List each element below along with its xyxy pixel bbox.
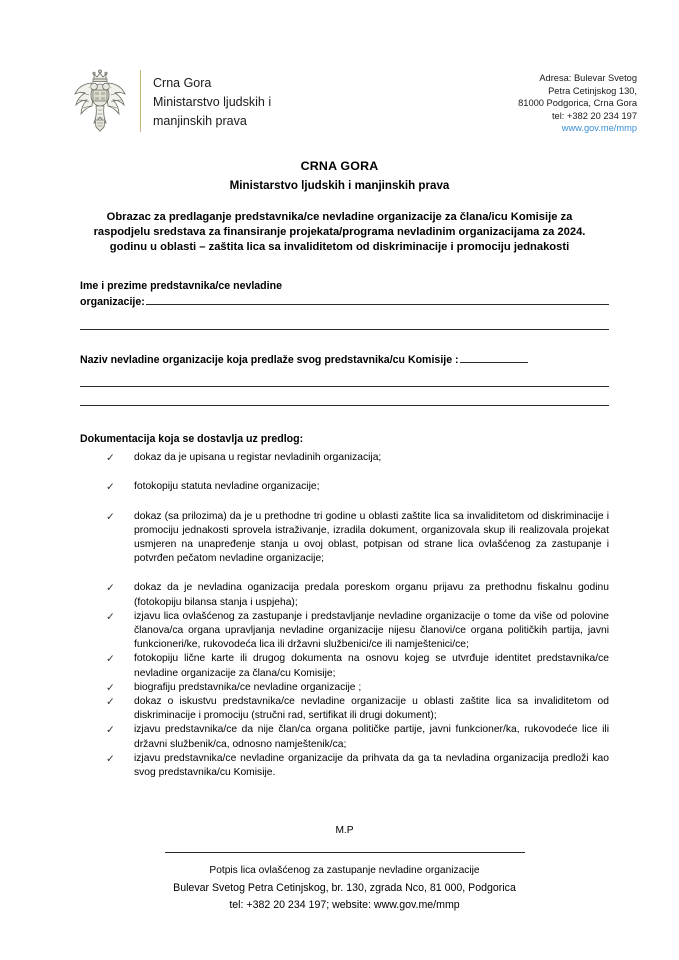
check-mark-icon: ✓ bbox=[106, 752, 115, 765]
ministry-branding bbox=[72, 68, 271, 136]
organization-name-input[interactable] bbox=[460, 352, 528, 363]
list-item-text: dokaz (sa prilozima) da je u prethodne tri godine u oblasti zaštite lica sa invaliditetom od diskriminacije i promociju jednakosti sprovela istraživanje, izradila dokument, organizovala skup ili realizovala projekat usmjeren na unapređenje stanja u ovoj oblast, potpisan od strane lica ovlašćenog za zastupanje i potvrđen pečatom nevladine organizacije; bbox=[134, 510, 609, 565]
ministry-address-block bbox=[518, 68, 637, 135]
letterhead bbox=[0, 0, 679, 136]
list-item-text: fotokopiju statuta nevladine organizacije; bbox=[134, 481, 320, 493]
field-label-organization: Naziv nevladine organizacije koja predlaže svog predstavnika/cu Komisije : bbox=[80, 353, 459, 366]
list-item-text: izjavu predstavnika/ce nevladine organizacije da prihvata da ga ta nevladina organizacija predloži kao svog predstavnika/cu Komisije. bbox=[134, 752, 609, 778]
address-line-3: 81000 Podgorica, Crna Gora bbox=[518, 98, 637, 109]
title-country: CRNA GORA bbox=[300, 159, 379, 173]
brand-line-ministry-2: manjinskih prava bbox=[153, 114, 247, 128]
page-title: Obrazac za predlaganje predstavnika/ce nevladine organizacije za člana/icu Komisije za raspodjelu sredstava za finansiranje projekata/programa nevladinim organizacijama za 2024. godinu u oblasti – zaštita lica sa invaliditetom od diskriminacije i promociju jednakosti bbox=[93, 211, 586, 254]
list-item-text: dokaz o iskustvu predstavnika/ce nevladine organizacije u oblasti zaštite lica sa invaliditetom od diskriminacije i promociju (stručni rad, sertifikat ili drugi dokument); bbox=[134, 695, 609, 722]
address-line-1: Adresa: Bulevar Svetog bbox=[539, 73, 637, 83]
list-item bbox=[102, 695, 609, 723]
list-item-text: dokaz da je upisana u registar nevladinih organizacija; bbox=[134, 452, 382, 464]
list-item-text: izjavu predstavnika/ce da nije član/ca organa političke partije, javni funkcioner/ka, rukovodeće lice ili državni službenik/ca, odnosno namještenik/ca; bbox=[134, 724, 609, 750]
check-mark-icon: ✓ bbox=[106, 681, 115, 694]
list-item bbox=[102, 681, 609, 695]
list-item bbox=[102, 723, 609, 751]
required-documents-list bbox=[80, 451, 609, 780]
check-mark-icon: ✓ bbox=[106, 481, 115, 494]
signature-caption: Potpis lica ovlašćenog za zastupanje nevladine organizacije bbox=[209, 865, 480, 877]
field-organization-name bbox=[80, 352, 609, 407]
list-item-text: fotokopiju lične karte ili drugog dokumenta na osnovu kojeg se utvrđuje identitet predstavnika/ce nevladine organizacije za člana/cu Komisije; bbox=[134, 653, 609, 679]
check-mark-icon: ✓ bbox=[106, 724, 115, 737]
document-titles bbox=[0, 158, 679, 256]
signature-line[interactable] bbox=[165, 852, 525, 853]
brand-divider-rule bbox=[140, 70, 141, 132]
title-ministry: Ministarstvo ljudskih i manjinskih prava bbox=[229, 179, 450, 192]
montenegro-coat-of-arms-icon bbox=[72, 68, 128, 136]
list-item-text: izjavu lica ovlašćenog za zastupanje i predstavljanje nevladine organizacije o tome da više od polovine članova/ca organa upravljanja nevladine organizacije nijesu članovi/ce organa političkih partija, javni funkcioneri/ke, rukovodeća lica ili državni službenici/ce ili namještenici/ce; bbox=[134, 610, 609, 651]
check-mark-icon: ✓ bbox=[106, 695, 115, 708]
list-item bbox=[102, 652, 609, 680]
check-mark-icon: ✓ bbox=[106, 582, 115, 595]
check-mark-icon: ✓ bbox=[106, 610, 115, 623]
address-phone: tel: +382 20 234 197 bbox=[551, 110, 637, 121]
list-item bbox=[102, 581, 609, 609]
list-item bbox=[102, 480, 609, 494]
list-item bbox=[102, 752, 609, 780]
documents-heading: Dokumentacija koja se dostavlja uz predlog: bbox=[80, 433, 304, 446]
ministry-website-link[interactable]: www.gov.me/mmp bbox=[561, 123, 637, 134]
footer-address-line-1: Bulevar Svetog Petra Cetinjskog, br. 130, zgrada Nco, 81 000, Podgorica bbox=[173, 882, 516, 895]
list-item-text: dokaz da je nevladina oganizacija predala poreskom organu prijavu za prethodnu fiskalnu godinu (fotokopiju bilansa stanja i uspjeha); bbox=[134, 582, 609, 608]
field-label-name-line1: Ime i prezime predstavnika/ce nevladine bbox=[80, 279, 282, 292]
representative-name-input-line2[interactable] bbox=[80, 314, 609, 330]
footer-address-line-2: tel: +382 20 234 197; website: www.gov.me/mmp bbox=[229, 899, 460, 912]
stamp-placeholder: M.P bbox=[335, 825, 354, 837]
check-mark-icon: ✓ bbox=[106, 653, 115, 666]
field-representative-name bbox=[80, 278, 609, 330]
field-label-name-line2: organizacije: bbox=[80, 296, 145, 309]
address-line-2: Petra Cetinjskog 130, bbox=[548, 85, 637, 96]
list-item bbox=[102, 451, 609, 465]
document-body bbox=[0, 278, 679, 914]
representative-name-input[interactable] bbox=[146, 294, 609, 305]
brand-line-ministry-1: Ministarstvo ljudskih i bbox=[153, 95, 272, 109]
check-mark-icon: ✓ bbox=[106, 510, 115, 523]
ministry-name-block bbox=[153, 68, 271, 136]
organization-name-input-line2[interactable] bbox=[80, 371, 609, 387]
list-item bbox=[102, 510, 609, 567]
check-mark-icon: ✓ bbox=[106, 452, 115, 465]
list-item-text: biografiju predstavnika/ce nevladine organizacije ; bbox=[134, 681, 362, 693]
brand-line-country: Crna Gora bbox=[153, 76, 212, 90]
list-item bbox=[102, 610, 609, 653]
organization-name-input-line3[interactable] bbox=[80, 390, 609, 406]
